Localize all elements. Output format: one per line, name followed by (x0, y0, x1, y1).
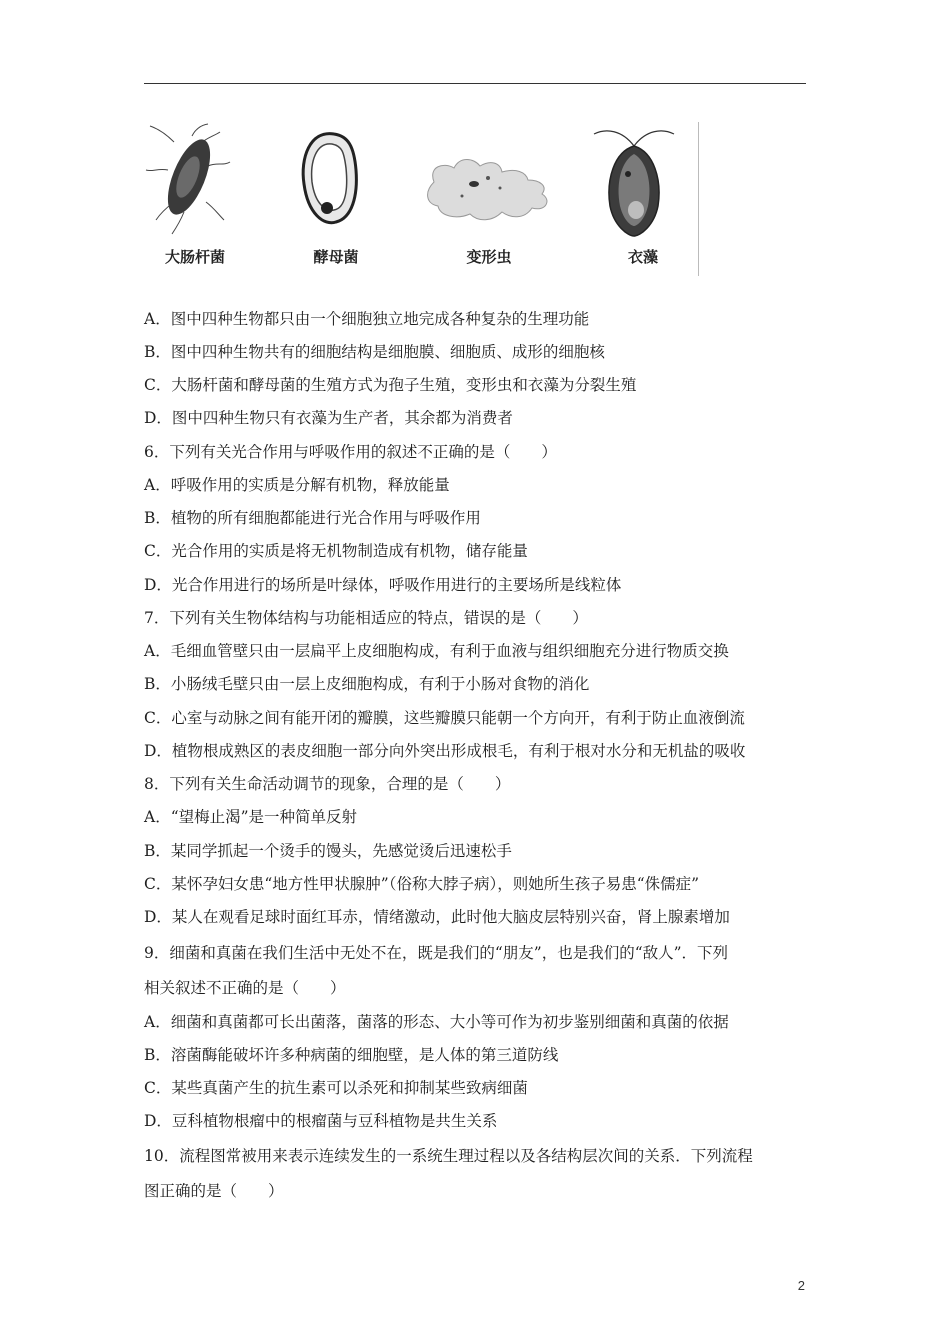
q8-option-d: D．某人在观看足球时面红耳赤，情绪激动，此时他大脑皮层特别兴奋，肾上腺素增加 (144, 908, 730, 926)
q5-option-a: A．图中四种生物都只由一个细胞独立地完成各种复杂的生理功能 (144, 310, 590, 328)
q9-option-d: D．豆科植物根瘤中的根瘤菌与豆科植物是共生关系 (144, 1112, 498, 1130)
q8-stem: 8．下列有关生命活动调节的现象，合理的是（ ） (144, 775, 511, 793)
label-e-coli: 大肠杆菌 (164, 248, 226, 266)
header-rule (144, 83, 806, 84)
amoeba-drawing (428, 160, 547, 220)
q7-option-b: B．小肠绒毛壁只由一层上皮细胞构成，有利于小肠对食物的消化 (144, 675, 590, 693)
yeast-drawing (303, 134, 356, 223)
q6-option-c: C．光合作用的实质是将无机物制造成有机物，储存能量 (144, 542, 528, 560)
q6-stem: 6．下列有关光合作用与呼吸作用的叙述不正确的是（ ） (144, 443, 557, 461)
q9-stem-line2: 相关叙述不正确的是（ ） (144, 979, 346, 997)
q5-option-c: C．大肠杆菌和酵母菌的生殖方式为孢子生殖，变形虫和衣藻为分裂生殖 (144, 376, 637, 394)
q7-option-a: A．毛细血管壁只由一层扁平上皮细胞构成，有利于血液与组织细胞充分进行物质交换 (144, 642, 729, 660)
q9-option-b: B．溶菌酶能破坏许多种病菌的细胞壁，是人体的第三道防线 (144, 1046, 559, 1064)
q7-option-d: D．植物根成熟区的表皮细胞一部分向外突出形成根毛，有利于根对水分和无机盐的吸收 (144, 742, 746, 760)
q8-option-c: C．某怀孕妇女患“地方性甲状腺肿”（俗称大脖子病），则她所生孩子易患“侏儒症” (144, 875, 700, 893)
q9-stem-line1: 9．细菌和真菌在我们生活中无处不在，既是我们的“朋友”，也是我们的“敌人”．下列 (144, 944, 729, 962)
organisms-figure (144, 122, 699, 276)
organisms-illustration (144, 122, 698, 276)
label-yeast: 酵母菌 (313, 248, 359, 266)
q10-stem-line2: 图正确的是（ ） (144, 1182, 284, 1200)
q7-stem: 7．下列有关生物体结构与功能相适应的特点，错误的是（ ） (144, 609, 588, 627)
q6-option-a: A．呼吸作用的实质是分解有机物，释放能量 (144, 476, 450, 494)
q9-option-a: A．细菌和真菌都可长出菌落，菌落的形态、大小等可作为初步鉴别细菌和真菌的依据 (144, 1013, 729, 1031)
chlamydomonas-drawing (594, 131, 674, 236)
q8-option-b: B．某同学抓起一个烫手的馒头，先感觉烫后迅速松手 (144, 842, 512, 860)
e-coli-drawing (146, 124, 230, 234)
label-chlamydomonas: 衣藻 (627, 248, 659, 266)
q6-option-d: D．光合作用进行的场所是叶绿体，呼吸作用进行的主要场所是线粒体 (144, 576, 622, 594)
q7-option-c: C．心室与动脉之间有能开闭的瓣膜，这些瓣膜只能朝一个方向开，有利于防止血液倒流 (144, 709, 745, 727)
q9-option-c: C．某些真菌产生的抗生素可以杀死和抑制某些致病细菌 (144, 1079, 528, 1097)
q8-option-a: A．“望梅止渴”是一种简单反射 (144, 808, 358, 826)
q5-option-d: D．图中四种生物只有衣藻为生产者，其余都为消费者 (144, 409, 513, 427)
q10-stem-line1: 10．流程图常被用来表示连续发生的一系统生理过程以及各结构层次间的关系．下列流程 (144, 1147, 753, 1165)
q6-option-b: B．植物的所有细胞都能进行光合作用与呼吸作用 (144, 509, 481, 527)
q5-option-b: B．图中四种生物共有的细胞结构是细胞膜、细胞质、成形的细胞核 (144, 343, 605, 361)
page-number: 2 (797, 1278, 805, 1293)
label-amoeba: 变形虫 (466, 248, 512, 266)
